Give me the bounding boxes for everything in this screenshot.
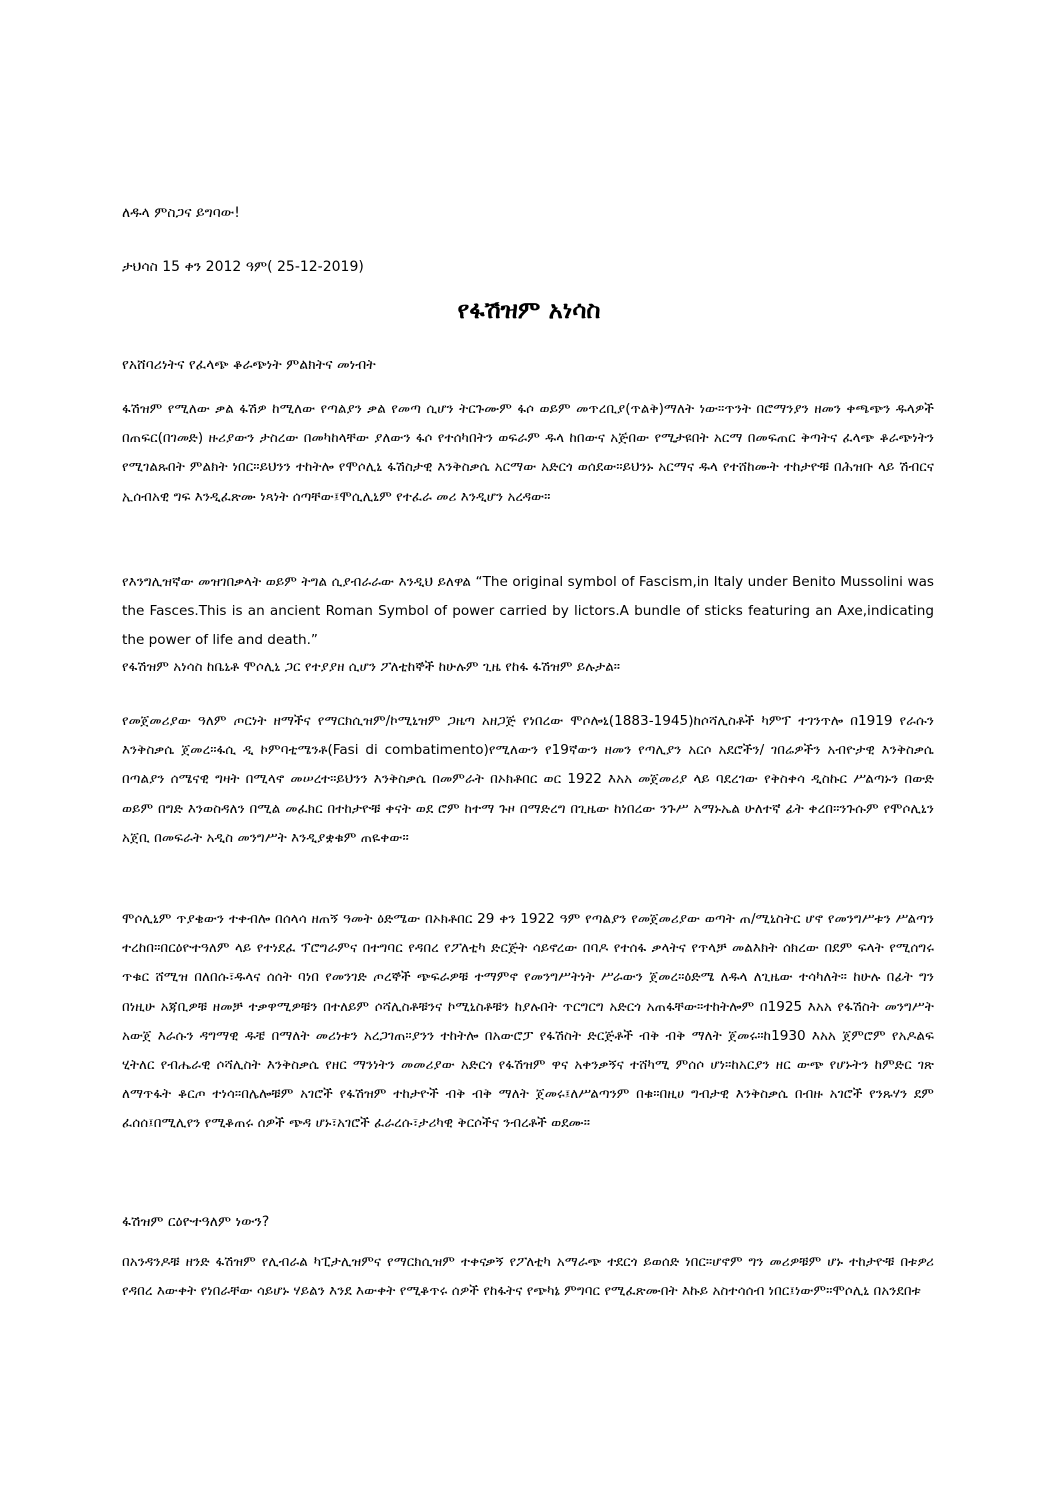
paragraph-3: የፋሽዝም አነሳስ ከቤኒቶ ሞሶሊኒ ጋር የተያያዘ ሲሆን ፖለቲከኞች ከሁሉም ጊዜ የከፋ ፋሽዝም ይሉታል። (122, 659, 621, 675)
paragraph-4: የመጀመሪያው ዓለም ጦርነት ዘማችና የማርክሲዝም/ኮሚኒዝም ጋዜጣ አዘጋጅ የነበረው ሞሶሎኒ(1883-1945)ከሶሻሊስቶች ካምፕ ተገንጥሎ በ1919 የራሱን እንቅስቃሴ ጀመረ።ፋሲ ዲ ኮምባቲሜንቶ(Fasi di combatimento)የሚለውን የ19ኛውን ዘመን የጣሊያን አርሶ አደሮችን/ ገበሬዎችን አብዮታዊ እንቅስቃሴ በጣልያን ሰሜናዊ ግዛት በሚላኖ መሠረተ።ይህንን እንቅስቃሴ በመምራት በኦክቶበር ወር 1922 እአአ መጀመሪያ ላይ ባደረገው የቅስቀሳ ዲስኩር ሥልጣኑን በውድ ወይም በግድ እንወስዳለን በሚል መፈክር በተከታዮቹ ቀናት ወደ ሮም ከተማ ጉዞ በማድረግ በጊዜው ከነበረው ንጉሥ አማኑኤል ሁለተኛ ፊት ቀረበ።ንጉሱም የሞሶሊኒን አጀቢ በመፍራት አዲስ መንግሥት እንዲያቋቁም ጠዬቀው። (122, 713, 934, 846)
paragraph-1: ፋሽዝም የሚለው ቃል ፋሽዎ ከሚለው የጣልያን ቃል የመጣ ሲሆን ትርጉሙም ፋሶ ወይም መጥረቢያ(ጥልቅ)ማለት ነው።ጥንት በሮማንያን ዘመን ቀጫጭን ዱላዎች በጠፍር(በገመድ) ዙሪያውን ታስረው በመካከላቸው ያለውን ፋሶ የተሰካበትን ወፍራም ዱላ ከበውና አጅበው የሚታዩበት አርማ በመፍጠር ቅጣትና ፈላጭ ቆራጭነትን የሚገልጹበት ምልክት ነበር።ይህንን ተከትሎ የሞሶሊኒ ፋሽስታዊ እንቅስቃሴ አርማው አድርጎ ወሰደው።ይህንኑ አርማና ዱላ የተሸከሙት ተከታዮቹ በሕዝቡ ላይ ሽብርና ኢሰብአዊ ግፍ እንዲፈጽሙ ነጻነት ሰጣቸው፤ሞሲሊኒም የተፈራ መሪ እንዲሆን አረዳው። (122, 401, 934, 505)
document-title: የፋሽዝም አነሳስ (457, 296, 601, 324)
paragraph-2: የእንግሊዝኛው መዝገበቃላት ወይም ትግል ሲያብራራው እንዲህ ይለዋል “The original symbol of Fascism,in Italy under Benito Mussolini was the Fasces.This is an ancient Roman Symbol of power carried by lictors.A bundle of sticks featuring an Axe,indicating the power of life and death.” (122, 574, 934, 649)
greeting-line: ለዱላ ምስጋና ይግባው! (122, 205, 240, 221)
paragraph-5: ሞሶሊኒም ጥያቄውን ተቀብሎ በሰላሳ ዘጠኝ ዓመት ዕድሜው በኦክቶበር 29 ቀን 1922 ዓም የጣልያን የመጀመሪያው ወጣት ጠ/ሚኒስትር ሆኖ የመንግሥቱን ሥልጣን ተረከበ።በርዕዮተዓለም ላይ የተነደፈ ፕሮግራምና በተግባር የዳበረ የፖለቲካ ድርጅት ሳይኖረው በባዶ የተሰፋ ቃላትና የጥላቻ መልእክት ሰክረው በደም ፍላት የሚሰግሩ ጥቁር ሸሚዝ በለበሱ፣ዱላና ሰሰት ባነበ የመንገድ ጦረኞች ጭፍራዎቹ ተማምኖ የመንግሥትነት ሥራውን ጀመረ።ዕድሜ ለዱላ ለጊዜው ተሳካለት። ከሁሉ በፊት ግን በነዚሁ አጃቢዎቹ ዘመቻ ተቃዋሚዎቹን በተለይም ሶሻሊስቶቹንና ኮሚኒስቶቹን ከያሉበት ጥርግርግ አድርጎ አጠፋቸው።ተከትሎም በ1925 እአአ የፋሽስት መንግሥት አውጀ እራሱን ዳግማዊ ዱቼ በማለት መሪነቱን አረጋገጠ።ያንን ተከትሎ በአውሮፓ የፋሽስት ድርጅቶች ብቅ ብቅ ማለት ጀመሩ።ከ1930 እአአ ጀምሮም የአዶልፍ ሂትለር የብሔራዊ ሶሻሊስት እንቅስቃሴ የዘር ማንነትን መመሪያው አድርጎ የፋሽዝም ዋና አቀንቃኝና ተሸካሚ ምሰሶ ሆነ።ከአርያን ዘር ውጭ የሆኑትን ከምድር ገጽ ለማጥፋት ቆርጦ ተነሳ።በሌሎቹም አገሮች የፋሽዝም ተከታዮች ብቅ ብቅ ማለት ጀመሩ፤ለሥልጣንም በቁ።በዚሀ ግብታዊ እንቅስቃሴ በብዙ አገሮች የንጹሃን ደም ፈሰሰ፤በሚሊየን የሚቆጠሩ ሰዎች ጭዳ ሆኑ፣አገሮች ፈራረሱ፣ታሪካዊ ቅርሶችና ንብረቶች ወደሙ። (122, 911, 934, 1132)
document-subtitle: የአሸባሪነትና የፈላጭ ቆራጭነት ምልክትና መነብት (122, 357, 376, 373)
section-heading: ፋሽዝም ርዕዮተዓለም ነውን? (122, 1214, 270, 1230)
date-line: ታህሳስ 15 ቀን 2012 ዓም( 25-12-2019) (122, 259, 364, 275)
paragraph-6: በአንዳንዶቹ ዘንድ ፋሽዝም የሊብራል ካፒታሊዝምና የማርክሲዝም ተቀናቃኝ የፖለቲካ አማራጭ ተደርጎ ይወሰድ ነበር።ሆኖም ግን መሪዎቹም ሆኑ ተከታዮቹ በቱዎሪ የዳበረ እውቀት የነበራቸው ሳይሆኑ ሃይልን እንደ እውቀት የሚቆጥሩ ሰዎች የከፋትና የጭካኔ ምግባር የሚፈጽሙበት እኩይ አስተሳሰብ ነበር፤ነውም።ሞሶሊኒ በአንደበቱ (122, 1254, 934, 1300)
